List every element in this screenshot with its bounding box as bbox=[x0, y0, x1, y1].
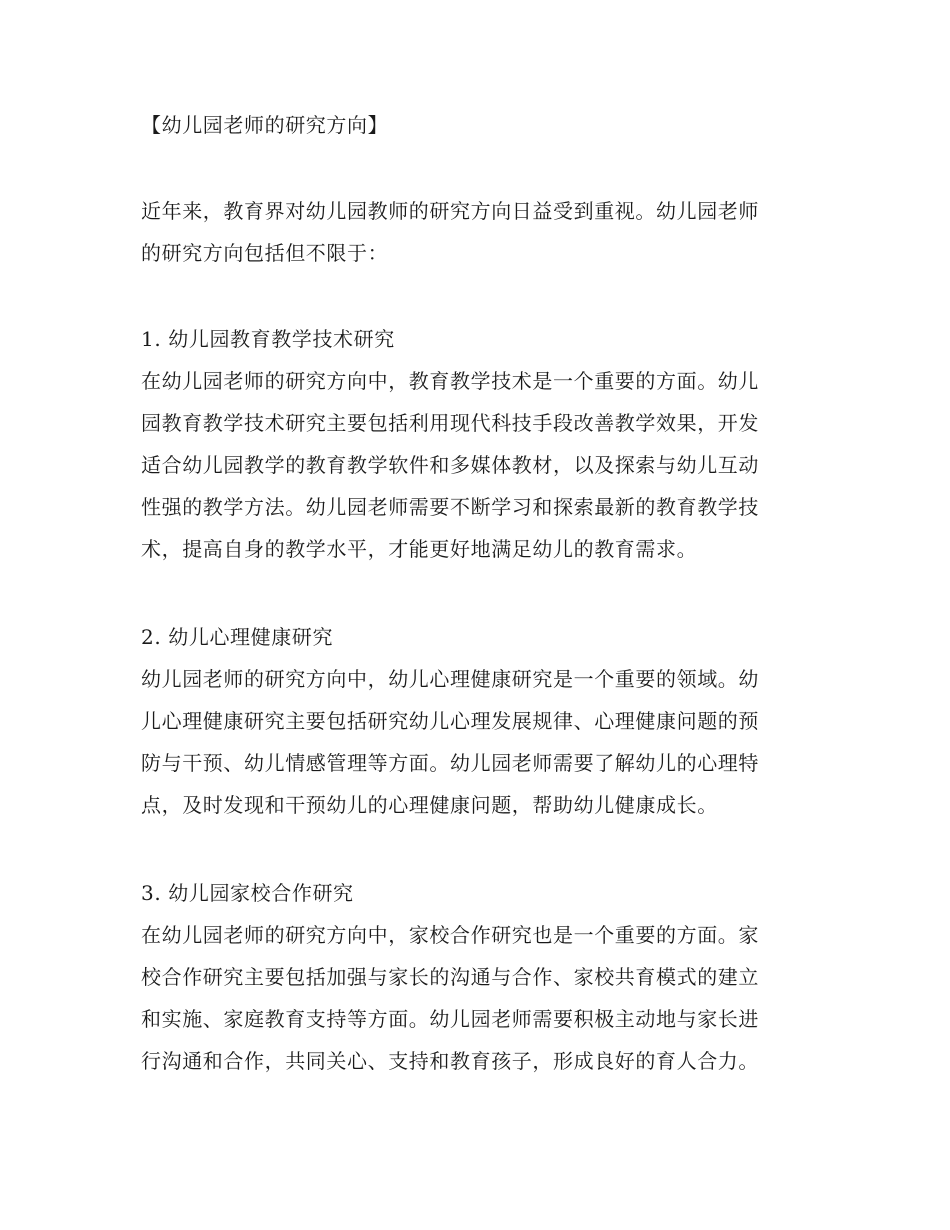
paragraph-line: 幼儿园老师的研究方向中，幼儿心理健康研究是一个重要的领域。幼 bbox=[141, 667, 759, 691]
section-heading: 2. 幼儿心理健康研究 bbox=[141, 625, 334, 649]
paragraph-line: 防与干预、幼儿情感管理等方面。幼儿园老师需要了解幼儿的心理特 bbox=[141, 751, 759, 775]
paragraph-line: 在幼儿园老师的研究方向中，家校合作研究也是一个重要的方面。家 bbox=[141, 923, 759, 947]
section-heading: 1. 幼儿园教育教学技术研究 bbox=[141, 327, 395, 351]
paragraph-line: 和实施、家庭教育支持等方面。幼儿园老师需要积极主动地与家长进 bbox=[141, 1007, 759, 1031]
paragraph-line: 儿心理健康研究主要包括研究幼儿心理发展规律、心理健康问题的预 bbox=[141, 709, 759, 733]
paragraph-line: 行沟通和合作，共同关心、支持和教育孩子，形成良好的育人合力。 bbox=[141, 1049, 759, 1073]
intro-line: 近年来，教育界对幼儿园教师的研究方向日益受到重视。幼儿园老师 bbox=[141, 199, 759, 223]
paragraph-line: 园教育教学技术研究主要包括利用现代科技手段改善教学效果，开发 bbox=[141, 411, 759, 435]
paragraph-line: 在幼儿园老师的研究方向中，教育教学技术是一个重要的方面。幼儿 bbox=[141, 369, 759, 393]
intro-line: 的研究方向包括但不限于： bbox=[141, 241, 389, 265]
paragraph-line: 术，提高自身的教学水平，才能更好地满足幼儿的教育需求。 bbox=[141, 537, 698, 561]
paragraph-line: 性强的教学方法。幼儿园老师需要不断学习和探索最新的教育教学技 bbox=[141, 495, 759, 519]
paragraph-line: 适合幼儿园教学的教育教学软件和多媒体教材，以及探索与幼儿互动 bbox=[141, 453, 759, 477]
document-title: 【幼儿园老师的研究方向】 bbox=[141, 113, 389, 137]
section-heading: 3. 幼儿园家校合作研究 bbox=[141, 881, 354, 905]
paragraph-line: 点，及时发现和干预幼儿的心理健康问题，帮助幼儿健康成长。 bbox=[141, 793, 718, 817]
paragraph-line: 校合作研究主要包括加强与家长的沟通与合作、家校共育模式的建立 bbox=[141, 965, 759, 989]
